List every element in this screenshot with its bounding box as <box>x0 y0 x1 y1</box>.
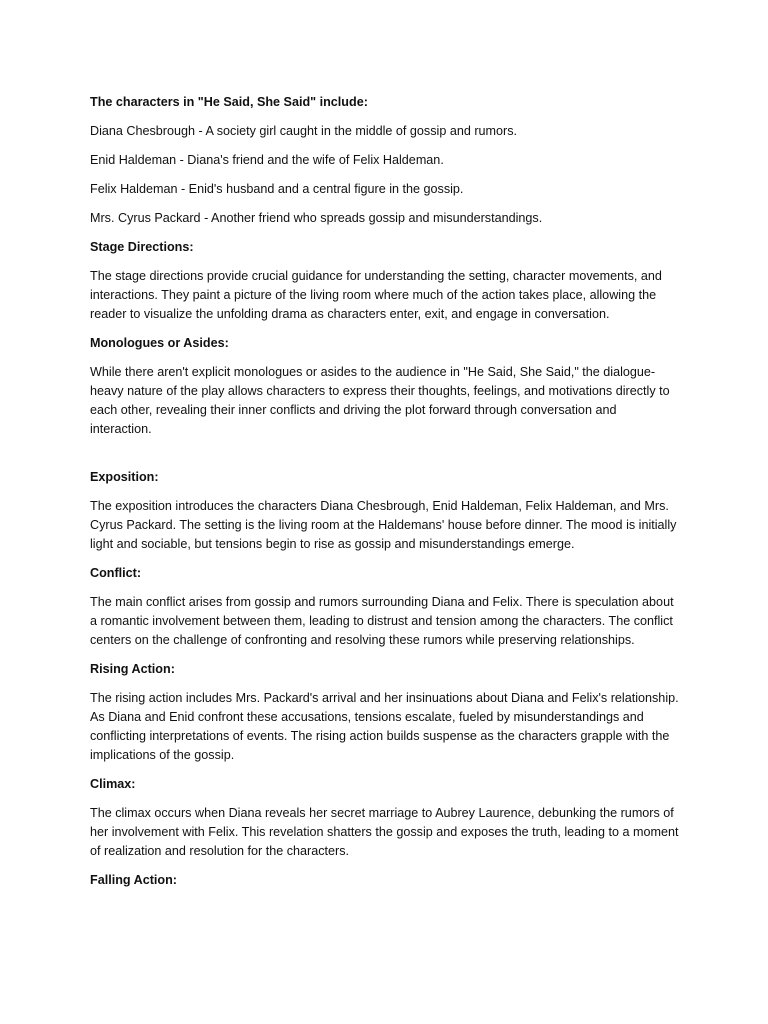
section-body-exposition: The exposition introduces the characters Diana Chesbrough, Enid Haldeman, Felix Haldeman, and Mrs. Cyrus Packard. The setting is the living room at the Haldemans' house before dinner. The mood is initially light and sociable, but tensions begin to rise as gossip and misunderstandings emerge. <box>90 499 677 551</box>
character-felix: Felix Haldeman - Enid's husband and a central figure in the gossip. <box>90 182 464 196</box>
character-diana: Diana Chesbrough - A society girl caught in the middle of gossip and rumors. <box>90 124 518 138</box>
blank-line <box>90 449 680 468</box>
section-heading-conflict: Conflict: <box>90 566 142 580</box>
document-page <box>90 93 680 900</box>
character-enid: Enid Haldeman - Diana's friend and the wife of Felix Haldeman. <box>90 153 444 167</box>
section-heading-climax: Climax: <box>90 777 136 791</box>
section-heading-rising-action: Rising Action: <box>90 662 175 676</box>
character-mrs-packard: Mrs. Cyrus Packard - Another friend who spreads gossip and misunderstandings. <box>90 211 543 225</box>
section-heading-falling-action: Falling Action: <box>90 873 177 887</box>
section-body-climax: The climax occurs when Diana reveals her secret marriage to Aubrey Laurence, debunking the rumors of her involvement with Felix. This revelation shatters the gossip and exposes the truth, leading to a moment of realization and resolution for the characters. <box>90 806 679 858</box>
section-body-monologues: While there aren't explicit monologues or asides to the audience in "He Said, She Said," the dialogue-heavy nature of the play allows characters to express their thoughts, feelings, and motivations directly to each other, revealing their inner conflicts and driving the plot forward through conversation and interaction. <box>90 365 670 436</box>
section-body-conflict: The main conflict arises from gossip and rumors surrounding Diana and Felix. There is speculation about a romantic involvement between them, leading to distrust and tension among the characters. The conflict centers on the challenge of confronting and resolving these rumors while preserving relationships. <box>90 595 674 647</box>
section-body-rising-action: The rising action includes Mrs. Packard's arrival and her insinuations about Diana and Felix's relationship. As Diana and Enid confront these accusations, tensions escalate, fueled by misunderstandings and conflicting interpretations of events. The rising action builds suspense as the characters grapple with the implications of the gossip. <box>90 691 679 762</box>
section-heading-exposition: Exposition: <box>90 470 159 484</box>
section-body-stage-directions: The stage directions provide crucial guidance for understanding the setting, character movements, and interactions. They paint a picture of the living room where much of the action takes place, allowing the reader to visualize the unfolding drama as characters enter, exit, and engage in conversation. <box>90 269 662 321</box>
section-heading-monologues: Monologues or Asides: <box>90 336 229 350</box>
characters-heading: The characters in "He Said, She Said" include: <box>90 95 368 109</box>
section-heading-stage-directions: Stage Directions: <box>90 240 194 254</box>
